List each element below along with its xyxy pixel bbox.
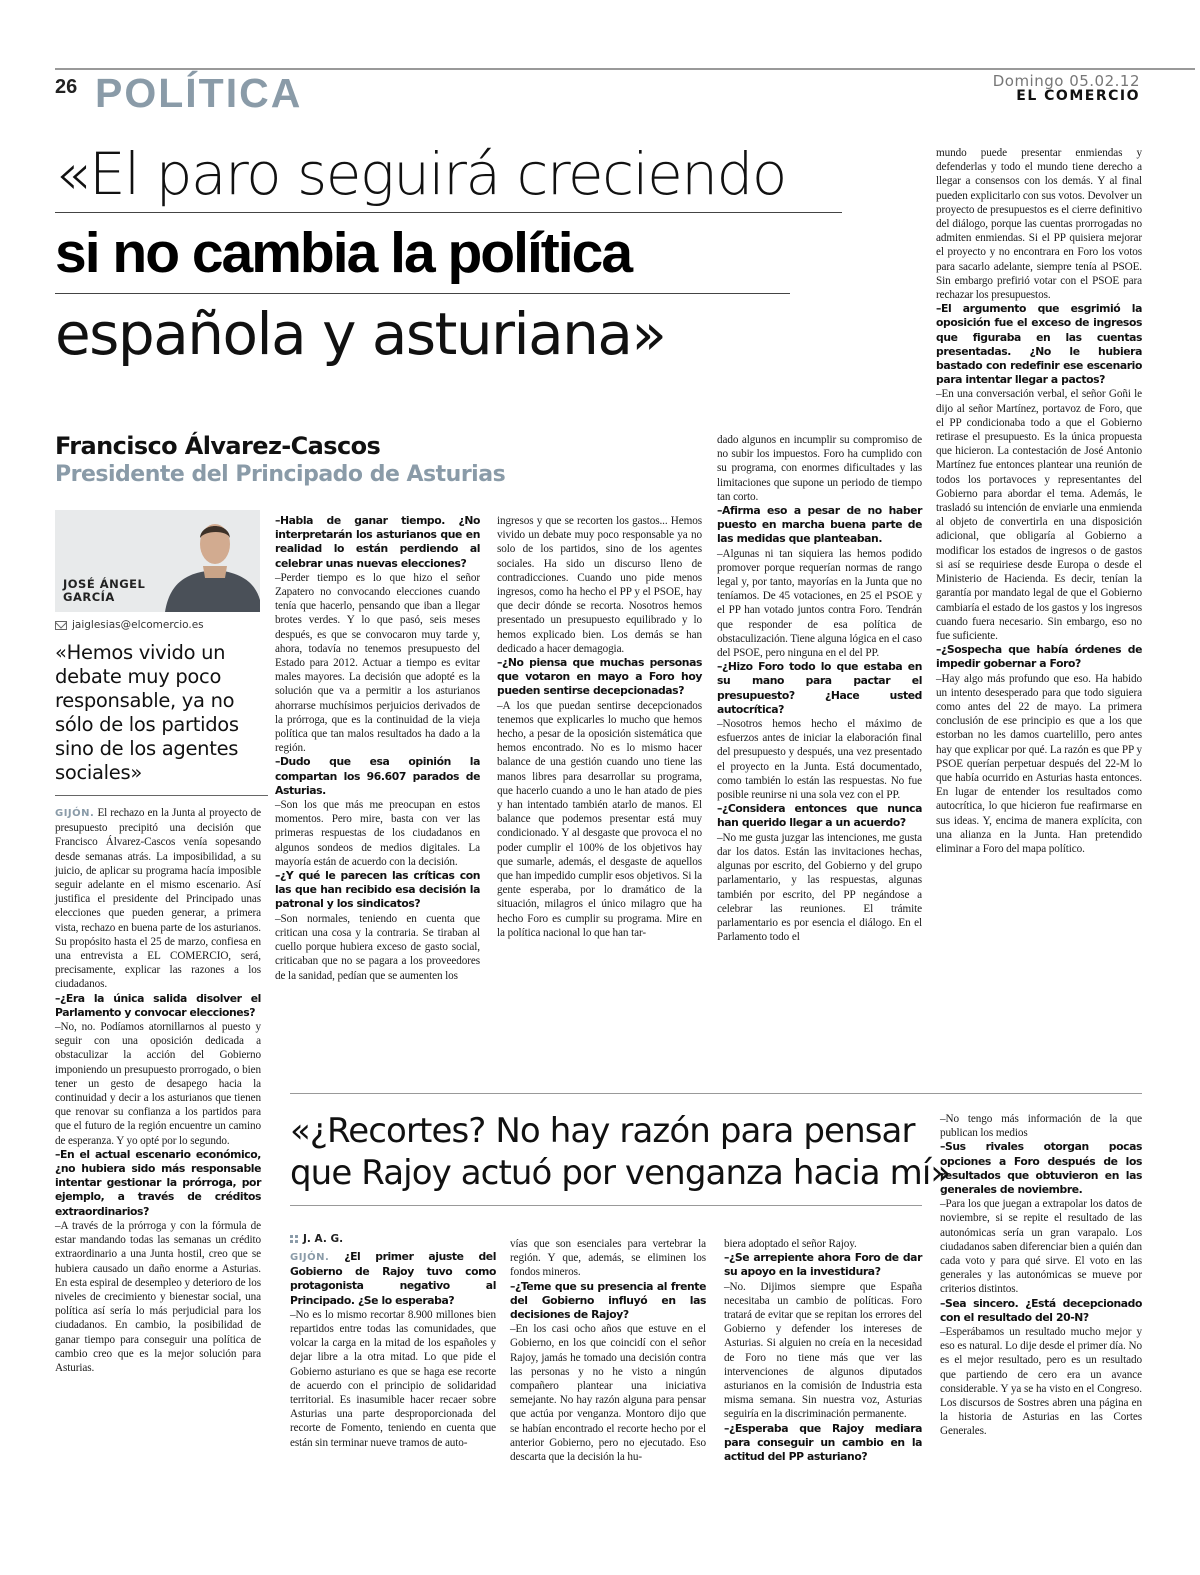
answer: ingresos y que se recorten los gastos... Hemos vivido un debate muy poco responsable ya no solo de los partidos, sino de los agentes sociales. Ha sido un discurso lleno de contradicciones. Cuando uno pide menos ingresos, como ha hecho el PP y el PSOE, hay que decir dónde se recorta. Nosotros hemos presentado un presupuesto equilibrado y lo hemos explicado bien. Los demás se han dedicado a hacer demagogia. [497, 515, 702, 655]
secondary-headline: «¿Recortes? No hay razón para pensar que Rajoy actuó por venganza hacia mí» [290, 1111, 951, 1193]
headline-rule [55, 293, 790, 294]
article-column-1 [55, 806, 261, 1375]
section-title: POLÍTICA [95, 70, 303, 116]
email-text[interactable]: jaiglesias@elcomercio.es [72, 619, 204, 631]
question: –¿Se arrepiente ahora Foro de dar su apoyo en la investidura? [724, 1251, 922, 1279]
answer: –Son normales, teniendo en cuenta que critican una cosa y la contraria. Se tiraban al cuello porque hubiera exceso de gasto social, criticaban que no se pagara a los proveedores de la sanidad, pedían que se aumenten los [275, 912, 480, 982]
question: –¿Era la única salida disolver el Parlamento y convocar elecciones? [55, 991, 261, 1019]
answer: –Perder tiempo es lo que hizo el señor Zapatero no convocando elecciones cuando tenía que hacerlo, pensando que iban a llegar brotes verdes. Y lo que pasó, seis meses después, es que se convocaron muy tarde y, ahora, todavía no tenemos presupuesto del Estado para 2012. Actuar a tiempo es evitar males mayores. La decisión que adopté es la solución que va a permitir a los asturianos ahorrarse muchísimos perjuicios derivados de la prórroga, que es la continuidad de la vieja política que tan malos resultados ha dado a la región. [275, 571, 480, 755]
question: –Afirma eso a pesar de no haber puesto en marcha buena parte de las medidas que planteaban. [717, 504, 922, 546]
envelope-icon [55, 621, 67, 630]
article2-column-4 [940, 1112, 1142, 1439]
author-email[interactable] [55, 619, 204, 631]
article-column-5 [936, 146, 1142, 856]
question: –¿Teme que su presencia al frente del Gobierno influyó en las decisiones de Rajoy? [510, 1279, 706, 1322]
pull-quote: «Hemos vivido un debate muy poco responsable, ya no sólo de los partidos sino de los agentes sociales» [55, 641, 239, 784]
answer: –Para los que juegan a extrapolar los datos de noviembre, si se repite el resultado de las autonómicas sería un gran varapalo. Los ciudadanos saben diferenciar bien a quién dan cada voto y para qué sirve. El voto en las generales y las autonómicas se mueve por criterios distintos. [940, 1198, 1142, 1296]
answer: –Algunas ni tan siquiera las hemos podido promover porque requerían normas de rango legal y, por tanto, mayorías en la Junta que no teníamos. De 45 votaciones, en 25 el PSOE y el PP han votado juntos contra Foro. Tendrán que responder de esa política de obstaculización. Tiene alguna lógica en el caso del PSOE, pero ninguna en el del PP. [717, 547, 922, 660]
question: –¿Considera entonces que nunca han querido llegar a un acuerdo? [717, 802, 922, 830]
author-name: JOSÉ ÁNGEL GARCÍA [63, 577, 146, 604]
question: –En el actual escenario económico, ¿no hubiera sido más responsable intentar gestionar la prórroga, por ejemplo, a través de créditos extraordinarios? [55, 1147, 261, 1218]
answer: –Son los que más me preocupan en estos momentos. Pero mire, basta con ver las primeras respuestas de los ciudadanos en algunos sondeos de medios digitales. La mayoría están de acuerdo con la decisión. [275, 799, 480, 868]
answer: –No tengo más información de la que publican los medios [940, 1113, 1142, 1140]
dateline: GIJÓN. [290, 1252, 330, 1263]
question: –¿Hizo Foro todo lo que estaba en su mano para pactar el presupuesto? ¿Hace usted autocrítica? [717, 660, 922, 716]
headline-rule [55, 212, 842, 213]
answer: –Nosotros hemos hecho el máximo de esfuerzos antes de iniciar la elaboración final del presupuesto y después, una vez presentado el proyecto en la Junta. Está documentado, como también lo están las respuestas. No fue posible reunirse ni una sola vez con el PP. [717, 718, 922, 802]
answer: vías que son esenciales para vertebrar la región. Y que, además, se eliminen los fondos mineros. [510, 1238, 706, 1279]
question: GIJÓN. ¿El primer ajuste del Gobierno de Rajoy tuvo como protagonista negativo al Principado. ¿Se lo esperaba? [290, 1250, 496, 1307]
question: –¿Esperaba que Rajoy mediara para conseguir un cambio en la actitud del PP asturiano? [724, 1421, 922, 1464]
answer: –No. Dijimos siempre que España necesitaba un cambio de políticas. Foro tratará de evitar que se repitan los errores del Gobierno y defender los intereses de Asturias. Si alguien no creía en la necesidad de Foro no tiene más que ver las intervenciones de algunos diputados asturianos en la comisión de Industria esta misma semana. Sin nuestra voz, Asturias seguiría en la discriminación permanente. [724, 1280, 922, 1421]
pull-quote-rule [55, 795, 268, 796]
answer: –Hay algo más profundo que eso. Ha habido un intento desesperado para que todo siguiera como antes del 22 de mayo. La primera conclusión de ese principio es que a los que estorban no les damos cuartelillo, pero antes hay que explicar por qué. La razón es que PP y PSOE querían perpetuar después del 22-M lo que había ocurrido en Asturias hasta entonces. En lugar de entender los resultados como autocrítica, lo que hicieron fue reafirmarse en sus ideas. Y, encima de manera explícita, con una alianza en la Junta. Han pretendido eliminar a Foro del mapa político. [936, 672, 1142, 855]
answer: mundo puede presentar enmiendas y defenderlas y todo el mundo tiene derecho a llegar a consensos con los demás. Y al final pueden explicitarlo con sus votos. Devolver un proyecto de presupuestos es el cierre definitivo del diálogo, porque las cuentas prorrogadas no admiten enmiendas. Si el PP quisiera mejorar el proyecto y no encontrara en Foro los votos para sacarlo adelante, siempre tenía al PSOE. Sin embargo prefirió votar con el PSOE para rechazar los presupuestos. [936, 147, 1142, 302]
answer: –No me gusta juzgar las intenciones, me gusta dar los datos. Están las invitaciones hechas, algunas por escrito, del Gobierno y del grupo parlamentario, y las respuestas, algunas también por escrito, del PP negándose a celebrar las reuniones. El trámite parlamentario es por esencia el diálogo. En el Parlamento todo el [717, 831, 922, 944]
page-number: 26 [55, 76, 78, 98]
article-column-4 [717, 433, 922, 944]
answer: –No, no. Podíamos atornillarnos al puesto y seguir con una oposición dedicada a obstaculizar la acción del Gobierno imponiendo un presupuesto prorrogado, o bien tener un gesto de desapego hacia la continuidad y decir a los asturianos que tienen que renovar su confianza a los partidos para que el futuro de la región encuentre un camino de esperanza. Y yo opté por lo segundo. [55, 1021, 261, 1147]
article-column-2 [275, 514, 480, 983]
article2-column-1 [290, 1250, 496, 1450]
question: –Sus rivales otorgan pocas opciones a Foro después de los resultados que obtuvieron en las generales de noviembre. [940, 1140, 1142, 1197]
question: –¿Y qué le parecen las críticas con las que han recibido esa decisión la patronal y los sindicatos? [275, 869, 480, 911]
question: –El argumento que esgrimió la oposición fue el exceso de ingresos que figuraba en las cuentas presentadas. ¿No le hubiera bastado con redefinir ese escenario para intentar llegar a pactos? [936, 302, 1142, 387]
interviewee-name: Francisco Álvarez-Cascos [55, 432, 381, 460]
question: –¿No piensa que muchas personas que votaron en mayo a Foro hoy pueden sentirse decepcionadas? [497, 656, 702, 698]
question: –Dudo que esa opinión la compartan los 96.607 parados de Asturias. [275, 755, 480, 797]
answer: –A los que puedan sentirse decepcionados tenemos que explicarles lo mucho que hemos hecho, a pesar de la oposición sistemática que hemos encontrado. No es lo mismo hacer balance de una gestión cuando uno tiene las manos libres para desarrollar su programa, que hacerlo cuando a uno le han atado de pies y han intentado también atarlo de manos. El balance que podemos presentar está muy condicionado. Y al desgaste que provoca el no poder cumplir el 100% de los objetivos hay que sumarle, además, el desgaste de aquellos que han impedido cumplir esos objetivos. Si la gente esperaba, por lo dramático de la situación, milagros el único milagro que ha hecho Foro es cumplir su programa. Mire en la política nacional lo que han tar- [497, 699, 702, 939]
signature [290, 1233, 343, 1245]
question: –Sea sincero. ¿Está decepcionado con el resultado del 20-N? [940, 1296, 1142, 1324]
answer: biera adoptado el señor Rajoy. [724, 1238, 857, 1250]
interviewee-role: Presidente del Principado de Asturias [55, 462, 506, 487]
issue-date: Domingo 05.02.12 [992, 72, 1140, 90]
article-column-3 [497, 514, 702, 940]
article2-column-2 [510, 1237, 706, 1464]
answer: –No es lo mismo recortar 8.900 millones bien repartidos entre todas las comunidades, que volcar la carga en la mitad de los españoles y dejar libre a la otra mitad. Lo que pide el Gobierno asturiano es que se haga ese recorte de acuerdo con el principio de solidaridad territorial. Es inasumible hacer recaer sobre Asturias una parte desproporcionada del recorte de Fomento, teniendo en cuenta que están sin terminar nueve tramos de auto- [290, 1308, 496, 1449]
answer: –En una conversación verbal, el señor Goñi le dijo al señor Martínez, portavoz de Foro, que el PP condicionaba todo a que el Gobierno retirase el presupuesto. Es la única propuesta que hicieron. La contestación de José Antonio Martínez fue entonces plantear una reunión de todos los portavoces y representantes del Gobierno para abordar el tema. Además, le trasladó su intención de enviarle una enmienda al objeto de convertirla en una disposición adicional, que obligaría al Gobierno a modificar los estados de ingresos o de gastos si así se requiriese desde Europa o desde el Ministerio de Hacienda. Es decir, tenían la garantía por mandato legal de que el Gobierno cambiaría el estado de los gastos y los ingresos cuando fuera necesario. Sin embargo, eso no fue suficiente. [936, 388, 1142, 642]
headline-line3: española y asturiana» [55, 300, 666, 368]
dateline: GIJÓN. [55, 808, 95, 819]
headline-line2: si no cambia la política [55, 221, 632, 285]
answer: dado algunos en incumplir su compromiso de no subir los impuestos. Foro ha cumplido con su programa, con enormes dificultades y las limitaciones que supone un periodo de tiempo tan corto. [717, 434, 922, 503]
answer: –En los casi ocho años que estuve en el Gobierno, en los que coincidí con el señor Rajoy, jamás he tomado una decisión contra las personas y no he visto a ningún compañero plantear una iniciativa semejante. No hay razón alguna para pensar que actúa por venganza. Montoro dijo que se habían encontrado el recorte hecho por el anterior Gobierno, pero no ejecutado. Eso descarta que la decisión la hu- [510, 1323, 706, 1464]
headline-line1: «El paro seguirá creciendo [55, 140, 786, 208]
question: –Habla de ganar tiempo. ¿No interpretarán los asturianos que en realidad lo están perdiendo al celebrar unas nuevas elecciones? [275, 514, 480, 570]
section-divider [290, 1093, 1142, 1094]
question: –¿Sospecha que había órdenes de impedir gobernar a Foro? [936, 643, 1142, 671]
answer: –A través de la prórroga y con la fórmula de estar mandando todas las semanas un crédito extraordinario a una Junta hostil, creo que se hubiera causado un daño enorme a Asturias. En esta espiral de desempleo y deterioro de los niveles de crecimiento y bienestar social, una política así sería lo más perjudicial para los ciudadanos. En cambio, la posibilidad de ganar tiempo para conseguir una política de cambio creo que es la mejor solución para Asturias. [55, 1219, 261, 1374]
answer: –Esperábamos un resultado mucho mejor y eso es natural. Lo dije desde el primer día. No es el mejor resultado, pero es un resultado que partiendo de cero era un avance considerable. Y ya se ha visto en el Congreso. Los discursos de Sostres abren una página en la historia de Asturias en las Cortes Generales. [940, 1326, 1142, 1438]
secondary-headline-rule [290, 1205, 922, 1206]
article2-column-3 [724, 1237, 922, 1464]
signature-text: J. A. G. [303, 1233, 344, 1245]
newspaper-name: EL COMERCIO [1016, 88, 1140, 104]
paragraph: GIJÓN. El rechazo en la Junta al proyecto de presupuesto precipitó una decisión que Francisco Álvarez-Cascos venía sopesando desde semanas atrás. La imposibilidad, a su juicio, de aplicar su programa hacía imposible seguir adelante en el mismo escenario. Así justifica el presidente del Principado unas elecciones que pueden generar, a primera vista, rechazo en buena parte de los asturianos. Su propósito hasta el 25 de marzo, confiesa en una entrevista a EL COMERCIO, será, precisamente, explicar las razones a los ciudadanos. [55, 807, 261, 991]
signature-bullet-icon [290, 1235, 298, 1243]
